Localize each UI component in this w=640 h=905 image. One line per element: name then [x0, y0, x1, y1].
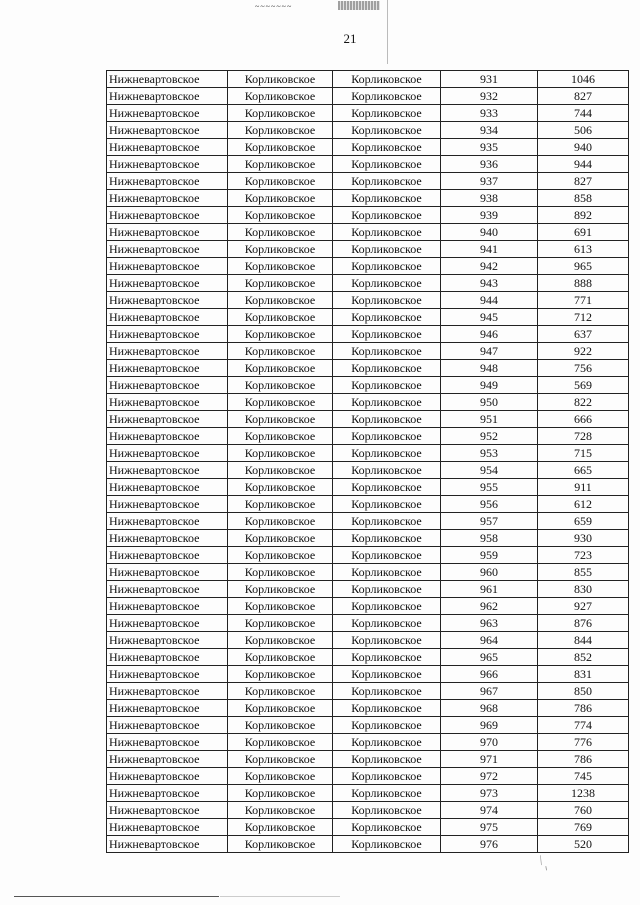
- cell-field: Корликовское: [228, 241, 333, 258]
- cell-area: Корликовское: [333, 190, 441, 207]
- cell-depth: 855: [538, 564, 629, 581]
- table-row: [107, 224, 629, 241]
- cell-region: Нижневартовское: [107, 666, 228, 683]
- cell-region: Нижневартовское: [107, 513, 228, 530]
- cell-field: Корликовское: [228, 394, 333, 411]
- cell-field: Корликовское: [228, 666, 333, 683]
- cell-well-number: 953: [441, 445, 538, 462]
- cell-depth: 728: [538, 428, 629, 445]
- table-row: [107, 751, 629, 768]
- cell-region: Нижневартовское: [107, 241, 228, 258]
- cell-field: Корликовское: [228, 139, 333, 156]
- cell-depth: 659: [538, 513, 629, 530]
- cell-depth: 613: [538, 241, 629, 258]
- cell-field: Корликовское: [228, 156, 333, 173]
- table-row: [107, 615, 629, 632]
- cell-depth: 520: [538, 836, 629, 853]
- table-row: [107, 88, 629, 105]
- footer-rule-faint: [220, 896, 340, 897]
- cell-area: Корликовское: [333, 666, 441, 683]
- cell-well-number: 957: [441, 513, 538, 530]
- cell-region: Нижневартовское: [107, 615, 228, 632]
- table-row: [107, 513, 629, 530]
- cell-region: Нижневартовское: [107, 224, 228, 241]
- cell-well-number: 975: [441, 819, 538, 836]
- cell-area: Корликовское: [333, 292, 441, 309]
- cell-well-number: 958: [441, 530, 538, 547]
- cell-area: Корликовское: [333, 700, 441, 717]
- cell-field: Корликовское: [228, 513, 333, 530]
- cell-area: Корликовское: [333, 734, 441, 751]
- cell-well-number: 941: [441, 241, 538, 258]
- cell-area: Корликовское: [333, 88, 441, 105]
- table-row: [107, 666, 629, 683]
- table-row: [107, 785, 629, 802]
- cell-field: Корликовское: [228, 615, 333, 632]
- cell-depth: 827: [538, 173, 629, 190]
- cell-area: Корликовское: [333, 224, 441, 241]
- cell-well-number: 970: [441, 734, 538, 751]
- cell-depth: 911: [538, 479, 629, 496]
- table-row: [107, 462, 629, 479]
- cell-well-number: 955: [441, 479, 538, 496]
- cell-depth: 822: [538, 394, 629, 411]
- cell-well-number: 954: [441, 462, 538, 479]
- cell-field: Корликовское: [228, 768, 333, 785]
- cell-well-number: 934: [441, 122, 538, 139]
- table-row: [107, 564, 629, 581]
- cell-region: Нижневартовское: [107, 207, 228, 224]
- table-row: [107, 258, 629, 275]
- cell-field: Корликовское: [228, 360, 333, 377]
- cell-depth: 940: [538, 139, 629, 156]
- cell-area: Корликовское: [333, 496, 441, 513]
- cell-depth: 637: [538, 326, 629, 343]
- cell-region: Нижневартовское: [107, 547, 228, 564]
- cell-well-number: 948: [441, 360, 538, 377]
- table-body: [107, 71, 629, 853]
- cell-depth: 776: [538, 734, 629, 751]
- cell-area: Корликовское: [333, 343, 441, 360]
- cell-well-number: 973: [441, 785, 538, 802]
- cell-well-number: 949: [441, 377, 538, 394]
- cell-well-number: 932: [441, 88, 538, 105]
- cell-depth: 831: [538, 666, 629, 683]
- cell-field: Корликовское: [228, 819, 333, 836]
- cell-area: Корликовское: [333, 581, 441, 598]
- cell-depth: 852: [538, 649, 629, 666]
- cell-well-number: 944: [441, 292, 538, 309]
- cell-region: Нижневартовское: [107, 683, 228, 700]
- cell-well-number: 947: [441, 343, 538, 360]
- scan-stamp-mark: ~~~~~~~: [255, 2, 293, 11]
- cell-well-number: 966: [441, 666, 538, 683]
- cell-region: Нижневартовское: [107, 105, 228, 122]
- cell-field: Корликовское: [228, 428, 333, 445]
- cell-region: Нижневартовское: [107, 530, 228, 547]
- cell-well-number: 976: [441, 836, 538, 853]
- cell-field: Корликовское: [228, 190, 333, 207]
- cell-depth: 844: [538, 632, 629, 649]
- cell-area: Корликовское: [333, 445, 441, 462]
- cell-area: Корликовское: [333, 326, 441, 343]
- cell-well-number: 959: [441, 547, 538, 564]
- cell-region: Нижневартовское: [107, 785, 228, 802]
- table-row: [107, 343, 629, 360]
- cell-area: Корликовское: [333, 156, 441, 173]
- cell-well-number: 967: [441, 683, 538, 700]
- table-row: [107, 411, 629, 428]
- cell-field: Корликовское: [228, 462, 333, 479]
- cell-region: Нижневартовское: [107, 275, 228, 292]
- cell-field: Корликовское: [228, 377, 333, 394]
- table-row: [107, 360, 629, 377]
- cell-region: Нижневартовское: [107, 700, 228, 717]
- cell-well-number: 972: [441, 768, 538, 785]
- cell-field: Корликовское: [228, 292, 333, 309]
- cell-depth: 760: [538, 802, 629, 819]
- table-row: [107, 309, 629, 326]
- cell-well-number: 939: [441, 207, 538, 224]
- cell-area: Корликовское: [333, 207, 441, 224]
- cell-region: Нижневартовское: [107, 581, 228, 598]
- cell-field: Корликовское: [228, 547, 333, 564]
- table-row: [107, 700, 629, 717]
- cell-field: Корликовское: [228, 326, 333, 343]
- cell-depth: 1238: [538, 785, 629, 802]
- cell-area: Корликовское: [333, 547, 441, 564]
- cell-depth: 715: [538, 445, 629, 462]
- cell-area: Корликовское: [333, 615, 441, 632]
- cell-field: Корликовское: [228, 71, 333, 88]
- cell-field: Корликовское: [228, 207, 333, 224]
- cell-area: Корликовское: [333, 394, 441, 411]
- cell-depth: 774: [538, 717, 629, 734]
- cell-area: Корликовское: [333, 411, 441, 428]
- cell-region: Нижневартовское: [107, 88, 228, 105]
- cell-area: Корликовское: [333, 428, 441, 445]
- cell-field: Корликовское: [228, 105, 333, 122]
- cell-field: Корликовское: [228, 785, 333, 802]
- cell-depth: 830: [538, 581, 629, 598]
- cell-area: Корликовское: [333, 173, 441, 190]
- table-row: [107, 377, 629, 394]
- cell-well-number: 935: [441, 139, 538, 156]
- cell-well-number: 965: [441, 649, 538, 666]
- cell-region: Нижневартовское: [107, 156, 228, 173]
- cell-well-number: 950: [441, 394, 538, 411]
- cell-area: Корликовское: [333, 802, 441, 819]
- cell-region: Нижневартовское: [107, 445, 228, 462]
- cell-field: Корликовское: [228, 411, 333, 428]
- cell-field: Корликовское: [228, 496, 333, 513]
- cell-well-number: 946: [441, 326, 538, 343]
- cell-well-number: 974: [441, 802, 538, 819]
- cell-area: Корликовское: [333, 836, 441, 853]
- cell-region: Нижневартовское: [107, 496, 228, 513]
- cell-region: Нижневартовское: [107, 734, 228, 751]
- cell-area: Корликовское: [333, 309, 441, 326]
- cell-depth: 756: [538, 360, 629, 377]
- cell-depth: 745: [538, 768, 629, 785]
- cell-field: Корликовское: [228, 598, 333, 615]
- cell-well-number: 969: [441, 717, 538, 734]
- cell-field: Корликовское: [228, 479, 333, 496]
- cell-region: Нижневартовское: [107, 377, 228, 394]
- cell-well-number: 942: [441, 258, 538, 275]
- cell-area: Корликовское: [333, 377, 441, 394]
- cell-area: Корликовское: [333, 241, 441, 258]
- cell-depth: 922: [538, 343, 629, 360]
- cell-field: Корликовское: [228, 632, 333, 649]
- table-row: [107, 173, 629, 190]
- cell-well-number: 931: [441, 71, 538, 88]
- cell-well-number: 933: [441, 105, 538, 122]
- cell-area: Корликовское: [333, 71, 441, 88]
- table-row: [107, 547, 629, 564]
- table-row: [107, 598, 629, 615]
- cell-area: Корликовское: [333, 768, 441, 785]
- data-table: [106, 70, 629, 853]
- cell-field: Корликовское: [228, 530, 333, 547]
- cell-field: Корликовское: [228, 751, 333, 768]
- cell-area: Корликовское: [333, 360, 441, 377]
- cell-field: Корликовское: [228, 275, 333, 292]
- cell-area: Корликовское: [333, 139, 441, 156]
- cell-area: Корликовское: [333, 564, 441, 581]
- cell-region: Нижневартовское: [107, 751, 228, 768]
- cell-field: Корликовское: [228, 802, 333, 819]
- table-row: [107, 190, 629, 207]
- pencil-mark: ⟍ ⸜: [534, 854, 554, 873]
- cell-area: Корликовское: [333, 717, 441, 734]
- table-row: [107, 292, 629, 309]
- cell-field: Корликовское: [228, 717, 333, 734]
- cell-well-number: 968: [441, 700, 538, 717]
- cell-depth: 892: [538, 207, 629, 224]
- cell-field: Корликовское: [228, 343, 333, 360]
- cell-depth: 944: [538, 156, 629, 173]
- cell-area: Корликовское: [333, 683, 441, 700]
- cell-depth: 665: [538, 462, 629, 479]
- cell-area: Корликовское: [333, 785, 441, 802]
- cell-region: Нижневартовское: [107, 649, 228, 666]
- cell-region: Нижневартовское: [107, 768, 228, 785]
- cell-depth: 771: [538, 292, 629, 309]
- table-row: [107, 122, 629, 139]
- cell-region: Нижневартовское: [107, 326, 228, 343]
- table-row: [107, 207, 629, 224]
- cell-field: Корликовское: [228, 445, 333, 462]
- table-row: [107, 581, 629, 598]
- cell-region: Нижневартовское: [107, 394, 228, 411]
- cell-field: Корликовское: [228, 700, 333, 717]
- cell-area: Корликовское: [333, 649, 441, 666]
- cell-region: Нижневартовское: [107, 190, 228, 207]
- cell-field: Корликовское: [228, 309, 333, 326]
- cell-region: Нижневартовское: [107, 411, 228, 428]
- cell-area: Корликовское: [333, 513, 441, 530]
- table-row: [107, 275, 629, 292]
- table-row: [107, 479, 629, 496]
- table-row: [107, 768, 629, 785]
- table-row: [107, 717, 629, 734]
- cell-region: Нижневартовское: [107, 428, 228, 445]
- cell-field: Корликовское: [228, 581, 333, 598]
- page-number: 21: [343, 31, 357, 46]
- cell-well-number: 960: [441, 564, 538, 581]
- cell-region: Нижневартовское: [107, 71, 228, 88]
- cell-field: Корликовское: [228, 258, 333, 275]
- cell-well-number: 943: [441, 275, 538, 292]
- cell-field: Корликовское: [228, 683, 333, 700]
- cell-well-number: 962: [441, 598, 538, 615]
- cell-depth: 666: [538, 411, 629, 428]
- cell-depth: 506: [538, 122, 629, 139]
- cell-well-number: 951: [441, 411, 538, 428]
- cell-well-number: 937: [441, 173, 538, 190]
- cell-depth: 927: [538, 598, 629, 615]
- cell-well-number: 940: [441, 224, 538, 241]
- cell-area: Корликовское: [333, 258, 441, 275]
- cell-region: Нижневартовское: [107, 462, 228, 479]
- cell-area: Корликовское: [333, 751, 441, 768]
- cell-area: Корликовское: [333, 479, 441, 496]
- cell-region: Нижневартовское: [107, 598, 228, 615]
- table-row: [107, 649, 629, 666]
- table-row: [107, 819, 629, 836]
- cell-depth: 723: [538, 547, 629, 564]
- cell-region: Нижневартовское: [107, 717, 228, 734]
- cell-region: Нижневартовское: [107, 292, 228, 309]
- cell-depth: 569: [538, 377, 629, 394]
- cell-depth: 1046: [538, 71, 629, 88]
- cell-field: Корликовское: [228, 734, 333, 751]
- table-row: [107, 632, 629, 649]
- cell-area: Корликовское: [333, 122, 441, 139]
- cell-well-number: 964: [441, 632, 538, 649]
- cell-field: Корликовское: [228, 88, 333, 105]
- cell-area: Корликовское: [333, 819, 441, 836]
- table-row: [107, 496, 629, 513]
- table-row: [107, 71, 629, 88]
- cell-well-number: 961: [441, 581, 538, 598]
- cell-field: Корликовское: [228, 564, 333, 581]
- table-row: [107, 836, 629, 853]
- cell-area: Корликовское: [333, 275, 441, 292]
- cell-depth: 930: [538, 530, 629, 547]
- cell-field: Корликовское: [228, 122, 333, 139]
- cell-depth: 786: [538, 700, 629, 717]
- table-row: [107, 445, 629, 462]
- cell-region: Нижневартовское: [107, 564, 228, 581]
- table-row: [107, 156, 629, 173]
- table-row: [107, 530, 629, 547]
- table-row: [107, 802, 629, 819]
- cell-depth: 744: [538, 105, 629, 122]
- table-row: [107, 105, 629, 122]
- cell-area: Корликовское: [333, 530, 441, 547]
- cell-region: Нижневартовское: [107, 632, 228, 649]
- cell-field: Корликовское: [228, 224, 333, 241]
- cell-region: Нижневартовское: [107, 122, 228, 139]
- cell-well-number: 936: [441, 156, 538, 173]
- cell-depth: 612: [538, 496, 629, 513]
- cell-depth: 691: [538, 224, 629, 241]
- cell-field: Корликовское: [228, 649, 333, 666]
- cell-region: Нижневартовское: [107, 360, 228, 377]
- cell-depth: 965: [538, 258, 629, 275]
- cell-well-number: 963: [441, 615, 538, 632]
- cell-region: Нижневартовское: [107, 802, 228, 819]
- cell-region: Нижневартовское: [107, 258, 228, 275]
- cell-depth: 712: [538, 309, 629, 326]
- cell-region: Нижневартовское: [107, 309, 228, 326]
- table-row: [107, 139, 629, 156]
- cell-depth: 850: [538, 683, 629, 700]
- cell-area: Корликовское: [333, 462, 441, 479]
- cell-region: Нижневартовское: [107, 173, 228, 190]
- cell-depth: 888: [538, 275, 629, 292]
- cell-field: Корликовское: [228, 836, 333, 853]
- cell-well-number: 956: [441, 496, 538, 513]
- table-row: [107, 734, 629, 751]
- cell-region: Нижневартовское: [107, 836, 228, 853]
- table-row: [107, 394, 629, 411]
- cell-region: Нижневартовское: [107, 343, 228, 360]
- cell-well-number: 952: [441, 428, 538, 445]
- cell-depth: 858: [538, 190, 629, 207]
- cell-area: Корликовское: [333, 598, 441, 615]
- table-row: [107, 326, 629, 343]
- cell-well-number: 971: [441, 751, 538, 768]
- cell-region: Нижневартовское: [107, 819, 228, 836]
- footer-rule: [14, 896, 219, 897]
- table-row: [107, 241, 629, 258]
- cell-region: Нижневартовское: [107, 139, 228, 156]
- cell-well-number: 945: [441, 309, 538, 326]
- cell-field: Корликовское: [228, 173, 333, 190]
- table-row: [107, 683, 629, 700]
- cell-area: Корликовское: [333, 632, 441, 649]
- cell-depth: 786: [538, 751, 629, 768]
- cell-depth: 827: [538, 88, 629, 105]
- cell-region: Нижневартовское: [107, 479, 228, 496]
- cell-well-number: 938: [441, 190, 538, 207]
- scan-stamp-mark-dark: [338, 1, 380, 10]
- table-row: [107, 428, 629, 445]
- cell-area: Корликовское: [333, 105, 441, 122]
- cell-depth: 876: [538, 615, 629, 632]
- cell-depth: 769: [538, 819, 629, 836]
